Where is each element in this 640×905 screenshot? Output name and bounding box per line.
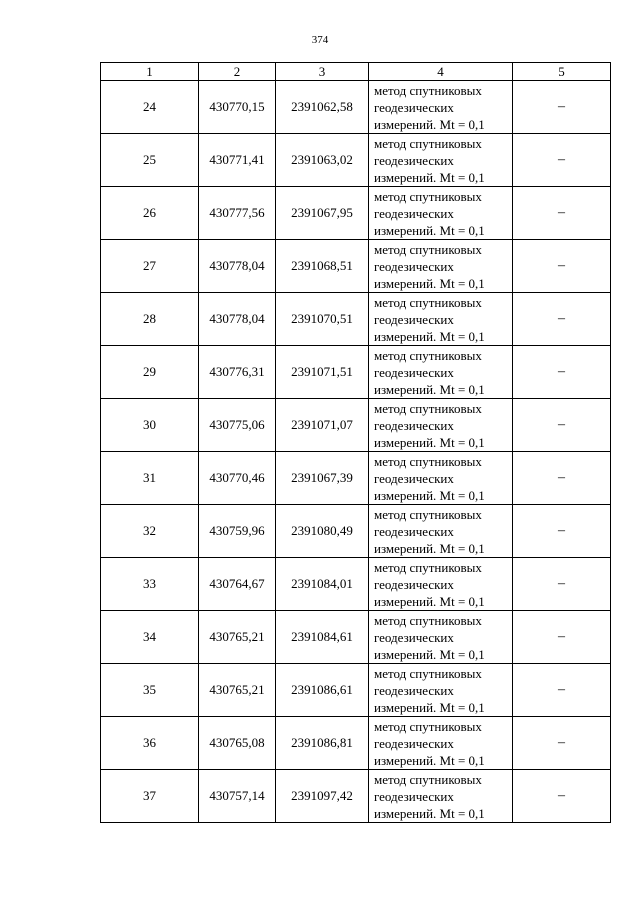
note-cell: – bbox=[513, 717, 611, 770]
coordinate-y-cell: 2391062,58 bbox=[276, 81, 369, 134]
coordinate-x-cell: 430778,04 bbox=[199, 240, 276, 293]
table-row bbox=[101, 81, 611, 134]
method-line: измерений. Mt = 0,1 bbox=[374, 328, 485, 344]
method-cell bbox=[369, 664, 513, 717]
table-row bbox=[101, 558, 611, 611]
method-line: измерений. Mt = 0,1 bbox=[374, 275, 485, 291]
method-cell bbox=[369, 81, 513, 134]
method-line: метод спутниковых bbox=[374, 82, 482, 98]
coordinate-x-cell: 430757,14 bbox=[199, 770, 276, 823]
point-number-cell: 33 bbox=[101, 558, 199, 611]
note-cell: – bbox=[513, 611, 611, 664]
note-cell: – bbox=[513, 505, 611, 558]
table-row bbox=[101, 770, 611, 823]
point-number-cell: 26 bbox=[101, 187, 199, 240]
header-col-5: 5 bbox=[513, 63, 611, 81]
coordinate-x-cell: 430759,96 bbox=[199, 505, 276, 558]
method-line: метод спутниковых bbox=[374, 559, 482, 575]
coordinate-x-cell: 430770,15 bbox=[199, 81, 276, 134]
coordinate-y-cell: 2391067,39 bbox=[276, 452, 369, 505]
method-line: геодезических bbox=[374, 258, 454, 274]
note-cell: – bbox=[513, 293, 611, 346]
page-number: 374 bbox=[311, 34, 329, 46]
header-col-3: 3 bbox=[276, 63, 369, 81]
method-line: геодезических bbox=[374, 735, 454, 751]
method-cell bbox=[369, 399, 513, 452]
coordinate-x-cell: 430765,08 bbox=[199, 717, 276, 770]
method-line: геодезических bbox=[374, 152, 454, 168]
method-line: геодезических bbox=[374, 629, 454, 645]
note-cell: – bbox=[513, 346, 611, 399]
header-col-1: 1 bbox=[101, 63, 199, 81]
coordinate-y-cell: 2391067,95 bbox=[276, 187, 369, 240]
coordinate-y-cell: 2391084,01 bbox=[276, 558, 369, 611]
table-row bbox=[101, 664, 611, 717]
table-row bbox=[101, 346, 611, 399]
method-cell bbox=[369, 134, 513, 187]
method-cell bbox=[369, 505, 513, 558]
method-line: геодезических bbox=[374, 682, 454, 698]
method-line: измерений. Mt = 0,1 bbox=[374, 593, 485, 609]
point-number-cell: 29 bbox=[101, 346, 199, 399]
coordinate-y-cell: 2391068,51 bbox=[276, 240, 369, 293]
note-cell: – bbox=[513, 187, 611, 240]
table-row bbox=[101, 399, 611, 452]
method-cell bbox=[369, 187, 513, 240]
method-line: геодезических bbox=[374, 364, 454, 380]
method-cell bbox=[369, 346, 513, 399]
note-cell: – bbox=[513, 664, 611, 717]
table-row bbox=[101, 717, 611, 770]
method-line: измерений. Mt = 0,1 bbox=[374, 434, 485, 450]
method-line: метод спутниковых bbox=[374, 771, 482, 787]
method-line: измерений. Mt = 0,1 bbox=[374, 169, 485, 185]
method-line: измерений. Mt = 0,1 bbox=[374, 805, 485, 821]
method-line: метод спутниковых bbox=[374, 241, 482, 257]
note-cell: – bbox=[513, 770, 611, 823]
method-line: измерений. Mt = 0,1 bbox=[374, 116, 485, 132]
table-row bbox=[101, 611, 611, 664]
method-line: измерений. Mt = 0,1 bbox=[374, 699, 485, 715]
coordinates-table bbox=[100, 62, 611, 823]
method-line: геодезических bbox=[374, 417, 454, 433]
coordinate-x-cell: 430776,31 bbox=[199, 346, 276, 399]
method-line: метод спутниковых bbox=[374, 506, 482, 522]
method-line: измерений. Mt = 0,1 bbox=[374, 487, 485, 503]
coordinate-y-cell: 2391070,51 bbox=[276, 293, 369, 346]
point-number-cell: 35 bbox=[101, 664, 199, 717]
method-cell bbox=[369, 770, 513, 823]
table-row bbox=[101, 187, 611, 240]
table-header bbox=[101, 63, 611, 81]
method-line: метод спутниковых bbox=[374, 612, 482, 628]
method-line: измерений. Mt = 0,1 bbox=[374, 752, 485, 768]
header-col-2: 2 bbox=[199, 63, 276, 81]
coordinate-y-cell: 2391063,02 bbox=[276, 134, 369, 187]
coordinate-y-cell: 2391071,51 bbox=[276, 346, 369, 399]
method-line: метод спутниковых bbox=[374, 294, 482, 310]
coordinate-y-cell: 2391097,42 bbox=[276, 770, 369, 823]
coordinate-x-cell: 430765,21 bbox=[199, 664, 276, 717]
method-cell bbox=[369, 717, 513, 770]
coordinate-x-cell: 430778,04 bbox=[199, 293, 276, 346]
method-cell bbox=[369, 293, 513, 346]
coordinate-x-cell: 430777,56 bbox=[199, 187, 276, 240]
coordinate-y-cell: 2391080,49 bbox=[276, 505, 369, 558]
method-line: метод спутниковых bbox=[374, 188, 482, 204]
header-row bbox=[101, 63, 611, 81]
method-cell bbox=[369, 452, 513, 505]
table-row bbox=[101, 505, 611, 558]
coordinate-y-cell: 2391086,81 bbox=[276, 717, 369, 770]
note-cell: – bbox=[513, 240, 611, 293]
table-body bbox=[101, 81, 611, 823]
coordinate-x-cell: 430771,41 bbox=[199, 134, 276, 187]
note-cell: – bbox=[513, 558, 611, 611]
method-line: метод спутниковых bbox=[374, 665, 482, 681]
method-line: метод спутниковых bbox=[374, 453, 482, 469]
method-line: измерений. Mt = 0,1 bbox=[374, 222, 485, 238]
note-cell: – bbox=[513, 81, 611, 134]
method-line: метод спутниковых bbox=[374, 135, 482, 151]
method-line: геодезических bbox=[374, 523, 454, 539]
method-line: геодезических bbox=[374, 311, 454, 327]
note-cell: – bbox=[513, 399, 611, 452]
note-cell: – bbox=[513, 134, 611, 187]
method-line: метод спутниковых bbox=[374, 347, 482, 363]
method-line: измерений. Mt = 0,1 bbox=[374, 646, 485, 662]
point-number-cell: 24 bbox=[101, 81, 199, 134]
note-cell: – bbox=[513, 452, 611, 505]
method-line: метод спутниковых bbox=[374, 718, 482, 734]
method-line: геодезических bbox=[374, 99, 454, 115]
method-line: геодезических bbox=[374, 205, 454, 221]
method-cell bbox=[369, 611, 513, 664]
table-row bbox=[101, 134, 611, 187]
method-line: геодезических bbox=[374, 470, 454, 486]
point-number-cell: 36 bbox=[101, 717, 199, 770]
coordinate-x-cell: 430775,06 bbox=[199, 399, 276, 452]
point-number-cell: 25 bbox=[101, 134, 199, 187]
method-line: измерений. Mt = 0,1 bbox=[374, 540, 485, 556]
method-line: геодезических bbox=[374, 576, 454, 592]
table-row bbox=[101, 240, 611, 293]
method-line: метод спутниковых bbox=[374, 400, 482, 416]
point-number-cell: 32 bbox=[101, 505, 199, 558]
point-number-cell: 27 bbox=[101, 240, 199, 293]
point-number-cell: 34 bbox=[101, 611, 199, 664]
method-cell bbox=[369, 240, 513, 293]
point-number-cell: 30 bbox=[101, 399, 199, 452]
table-row bbox=[101, 293, 611, 346]
coordinate-y-cell: 2391071,07 bbox=[276, 399, 369, 452]
table-row bbox=[101, 452, 611, 505]
method-cell bbox=[369, 558, 513, 611]
coordinate-x-cell: 430770,46 bbox=[199, 452, 276, 505]
coordinate-y-cell: 2391086,61 bbox=[276, 664, 369, 717]
point-number-cell: 37 bbox=[101, 770, 199, 823]
coordinate-x-cell: 430765,21 bbox=[199, 611, 276, 664]
point-number-cell: 31 bbox=[101, 452, 199, 505]
coordinate-y-cell: 2391084,61 bbox=[276, 611, 369, 664]
point-number-cell: 28 bbox=[101, 293, 199, 346]
coordinate-x-cell: 430764,67 bbox=[199, 558, 276, 611]
header-col-4: 4 bbox=[369, 63, 513, 81]
method-line: измерений. Mt = 0,1 bbox=[374, 381, 485, 397]
method-line: геодезических bbox=[374, 788, 454, 804]
